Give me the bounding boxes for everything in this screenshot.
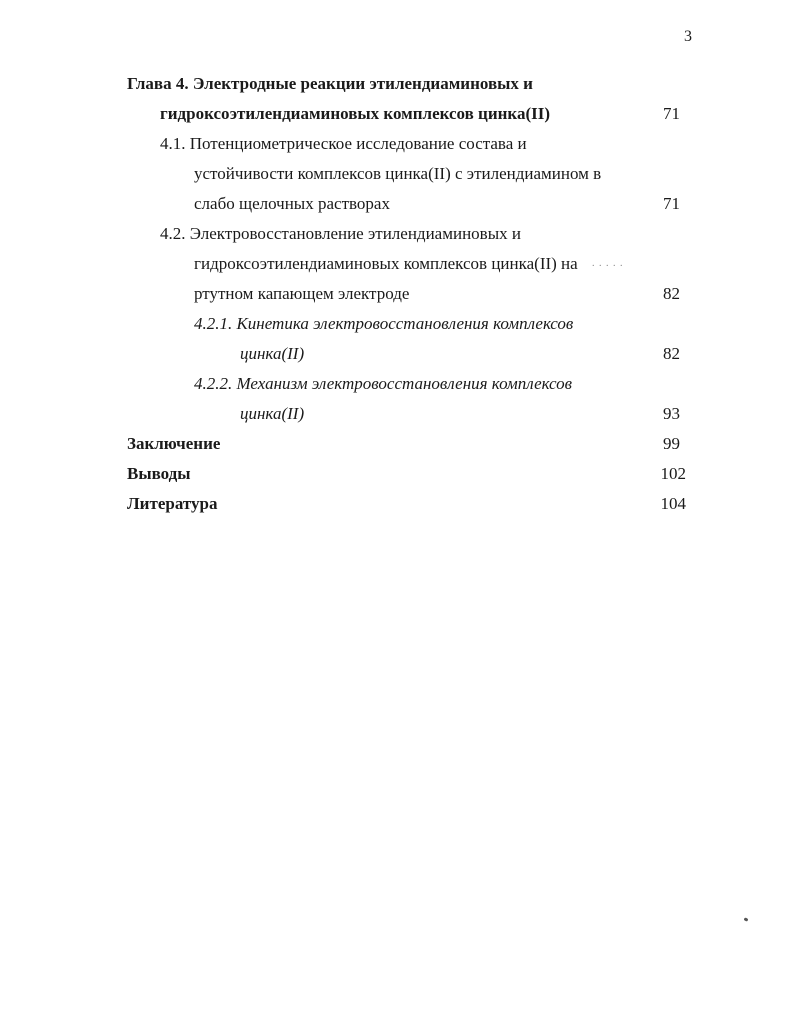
chapter-4-page: 71 [663, 104, 680, 123]
section-4-2-2-line2: цинка(II) [240, 404, 305, 423]
scan-speck [744, 917, 749, 921]
section-4-2-line1: 4.2. Электровосстановление этилендиаминовых и [160, 224, 521, 243]
conclusion-title: Заключение [127, 434, 221, 453]
chapter-4-title-line2: гидроксоэтилендиаминовых комплексов цинка(II) [160, 104, 551, 123]
section-4-2-line3: ртутном капающем электроде [194, 284, 410, 303]
section-4-2-2-page: 93 [663, 404, 680, 423]
literature-title: Литература [127, 494, 218, 513]
section-4-1-line2: устойчивости комплексов цинка(II) с этилендиамином в [194, 164, 602, 183]
conclusion-page: 99 [663, 434, 680, 453]
findings-page: 102 [660, 464, 686, 483]
section-4-2-page: 82 [663, 284, 680, 303]
literature-page: 104 [660, 494, 686, 513]
chapter-4-title-line1: Глава 4. Электродные реакции этилендиаминовых и [127, 74, 533, 93]
section-4-1-page: 71 [663, 194, 680, 213]
section-4-2-line2: гидроксоэтилендиаминовых комплексов цинка(II) на [194, 254, 578, 273]
section-4-2-2-line1: 4.2.2. Механизм электровосстановления комплексов [194, 374, 572, 393]
section-4-1-line3: слабо щелочных растворах [194, 194, 390, 213]
section-4-2-1-line1: 4.2.1. Кинетика электровосстановления комплексов [194, 314, 574, 333]
findings-title: Выводы [127, 464, 191, 483]
page-number: 3 [684, 28, 692, 45]
leader-dots: . . . . . [592, 258, 624, 269]
section-4-1-line1: 4.1. Потенциометрическое исследование состава и [160, 134, 527, 153]
section-4-2-1-line2: цинка(II) [240, 344, 305, 363]
section-4-2-1-page: 82 [663, 344, 680, 363]
